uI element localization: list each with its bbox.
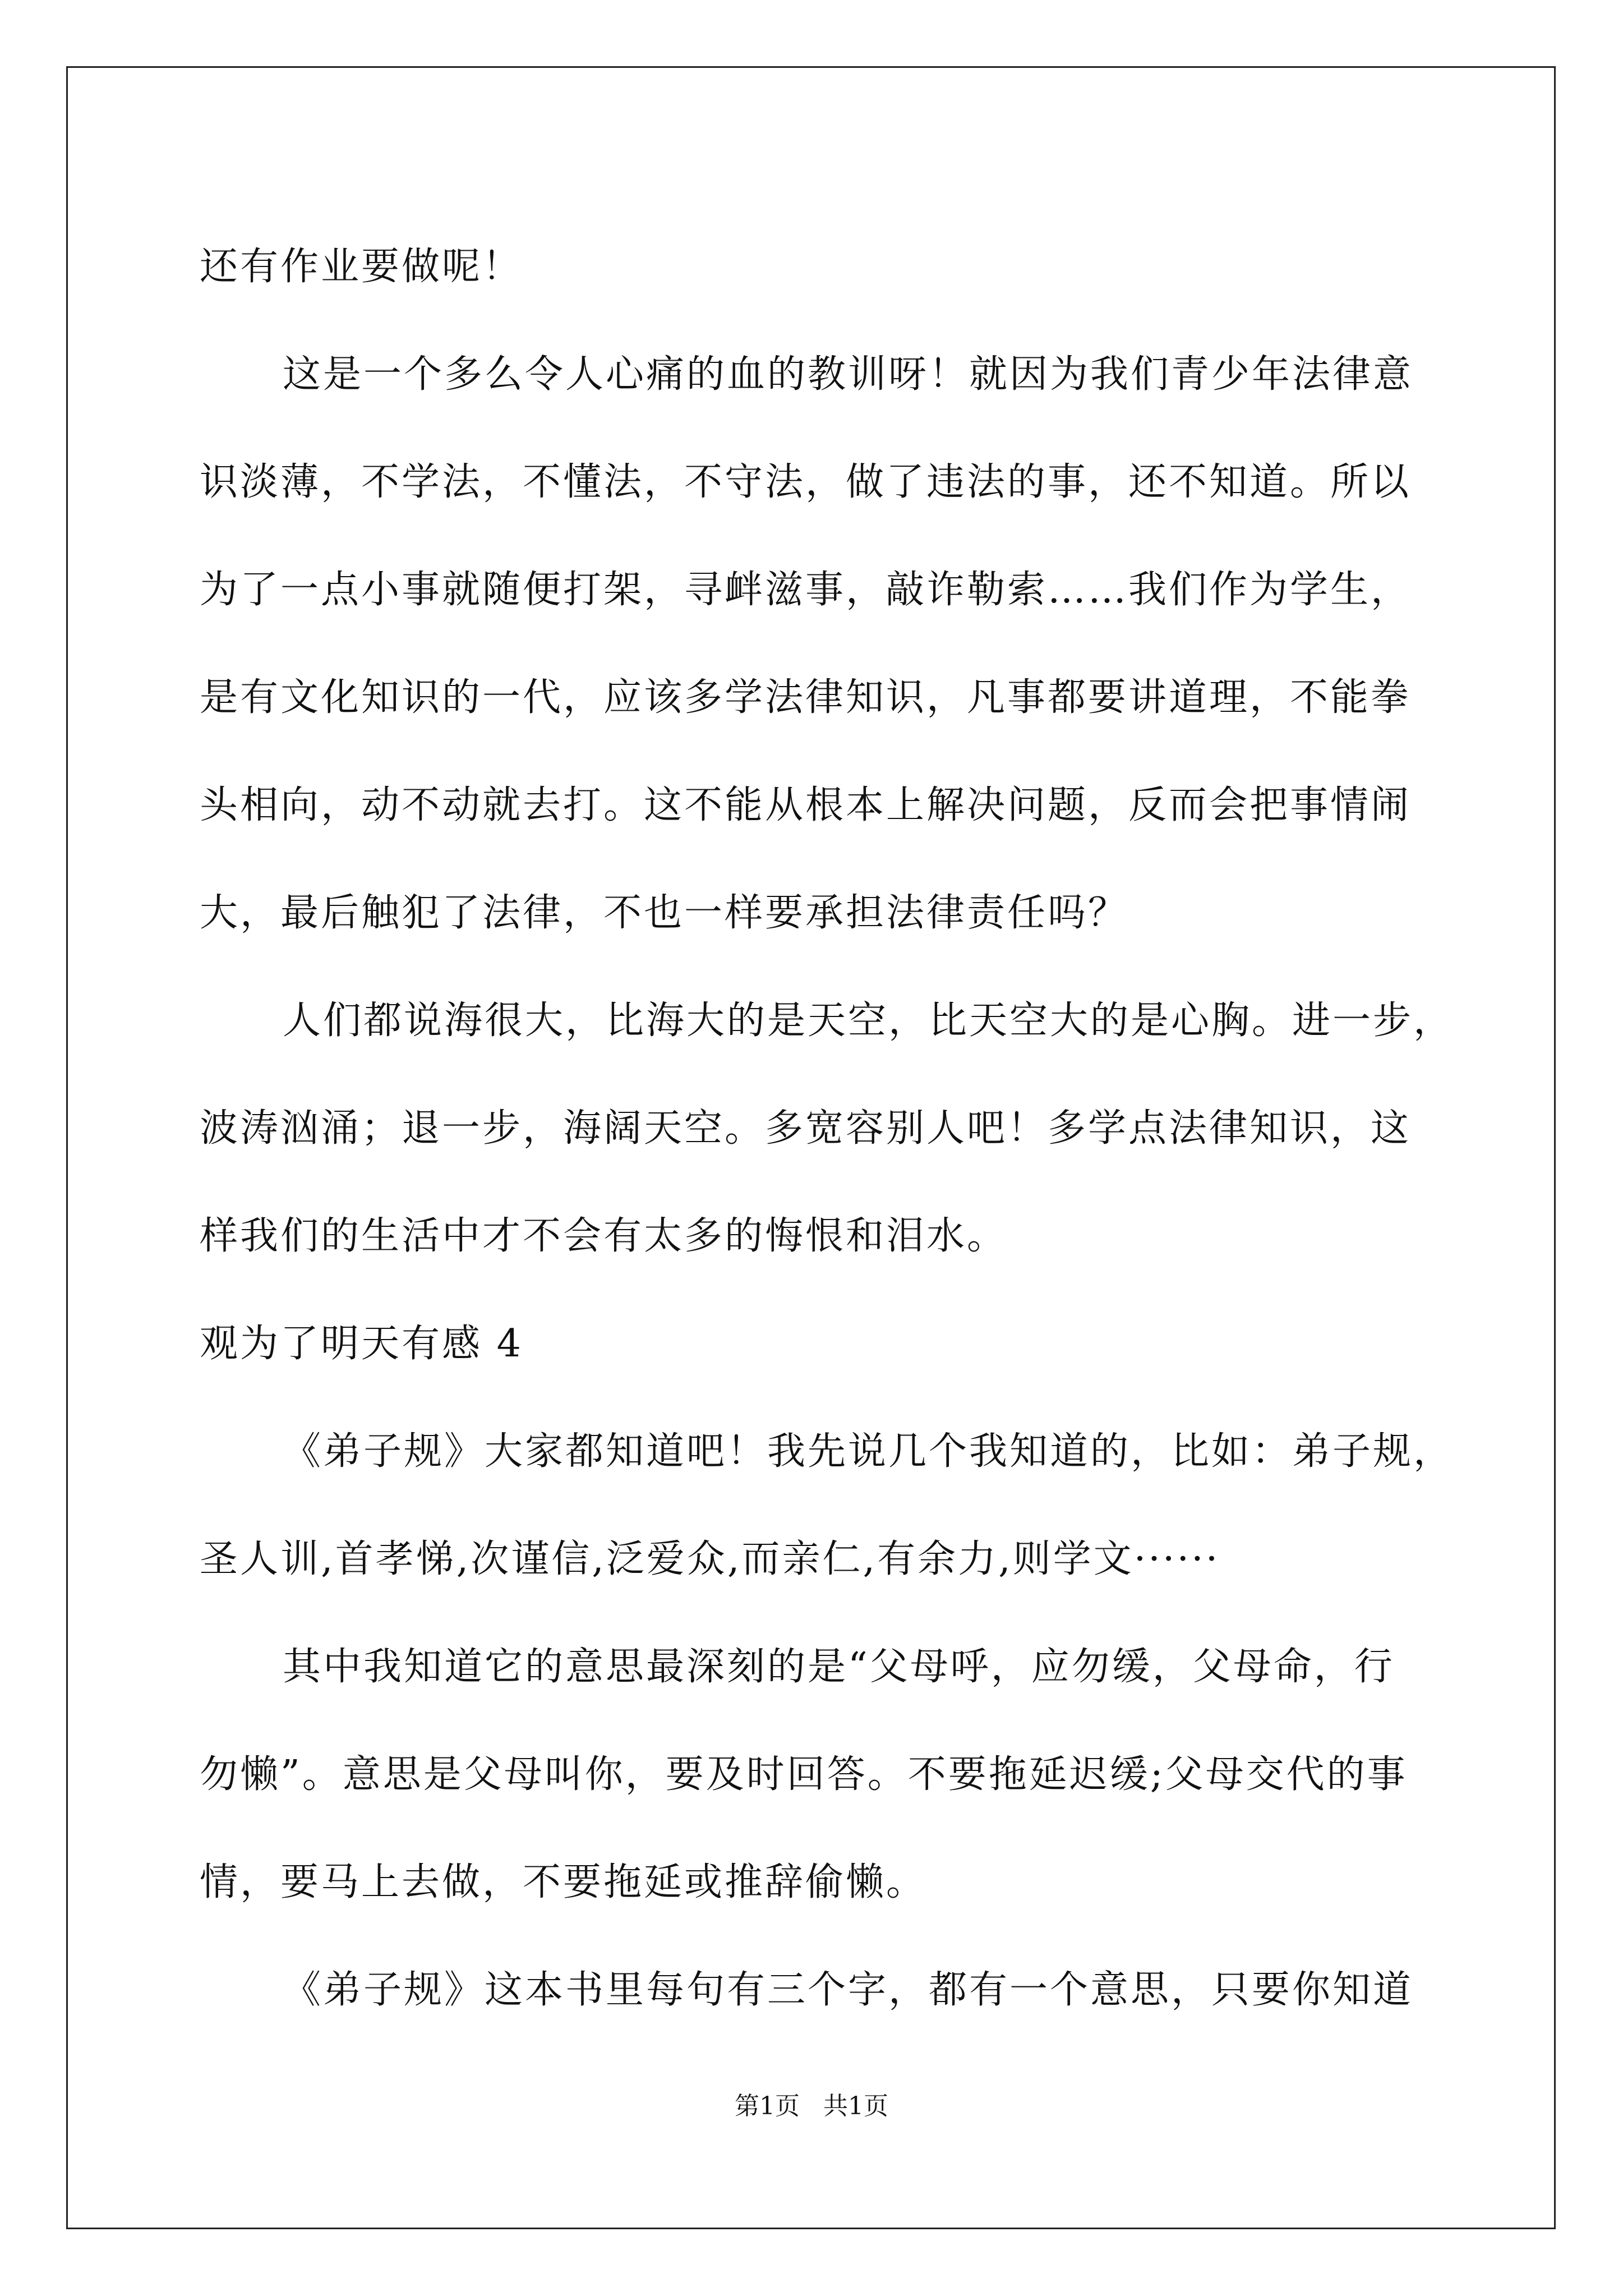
section-heading: 观为了明天有感 4	[200, 1322, 523, 1366]
paragraph-first-line: 其中我知道它的意思最深刻的是“父母呼，应勿缓，父母命，行	[283, 1645, 1395, 1689]
text-line: 大，最后触犯了法律，不也一样要承担法律责任吗？	[200, 891, 1129, 935]
text-line: 还有作业要做呢！	[200, 245, 523, 289]
text-line: 是有文化知识的一代，应该多学法律知识，凡事都要讲道理，不能拳	[200, 675, 1412, 720]
paragraph-first-line: 这是一个多么令人心痛的血的教训呀！就因为我们青少年法律意	[283, 352, 1414, 397]
text-line: 圣人训,首孝悌,次谨信,泛爱众,而亲仁,有余力,则学文······	[200, 1537, 1220, 1581]
text-line: 样我们的生活中才不会有太多的悔恨和泪水。	[200, 1214, 1008, 1258]
paragraph-first-line: 人们都说海很大，比海大的是天空，比天空大的是心胸。进一步，	[283, 999, 1454, 1043]
paragraph-first-line: 《弟子规》这本书里每句有三个字，都有一个意思，只要你知道	[283, 1968, 1414, 2012]
text-line: 波涛汹涌；退一步，海阔天空。多宽容别人吧！多学点法律知识，这	[200, 1106, 1412, 1151]
text-line: 头相向，动不动就去打。这不能从根本上解决问题，反而会把事情闹	[200, 783, 1412, 827]
text-line: 情，要马上去做，不要拖延或推辞偷懒。	[200, 1860, 927, 1904]
document-body	[200, 213, 1454, 2044]
text-line: 识淡薄，不学法，不懂法，不守法，做了违法的事，还不知道。所以	[200, 460, 1412, 504]
page-footer: 第1页 共1页	[735, 2092, 888, 2120]
text-line: 勿懒”。意思是父母叫你，要及时回答。不要拖延迟缓;父母交代的事	[200, 1752, 1408, 1797]
paragraph-first-line: 《弟子规》大家都知道吧！我先说几个我知道的，比如：弟子规，	[283, 1429, 1454, 1474]
text-line: 为了一点小事就随便打架，寻衅滋事，敲诈勒索……我们作为学生，	[200, 568, 1412, 612]
